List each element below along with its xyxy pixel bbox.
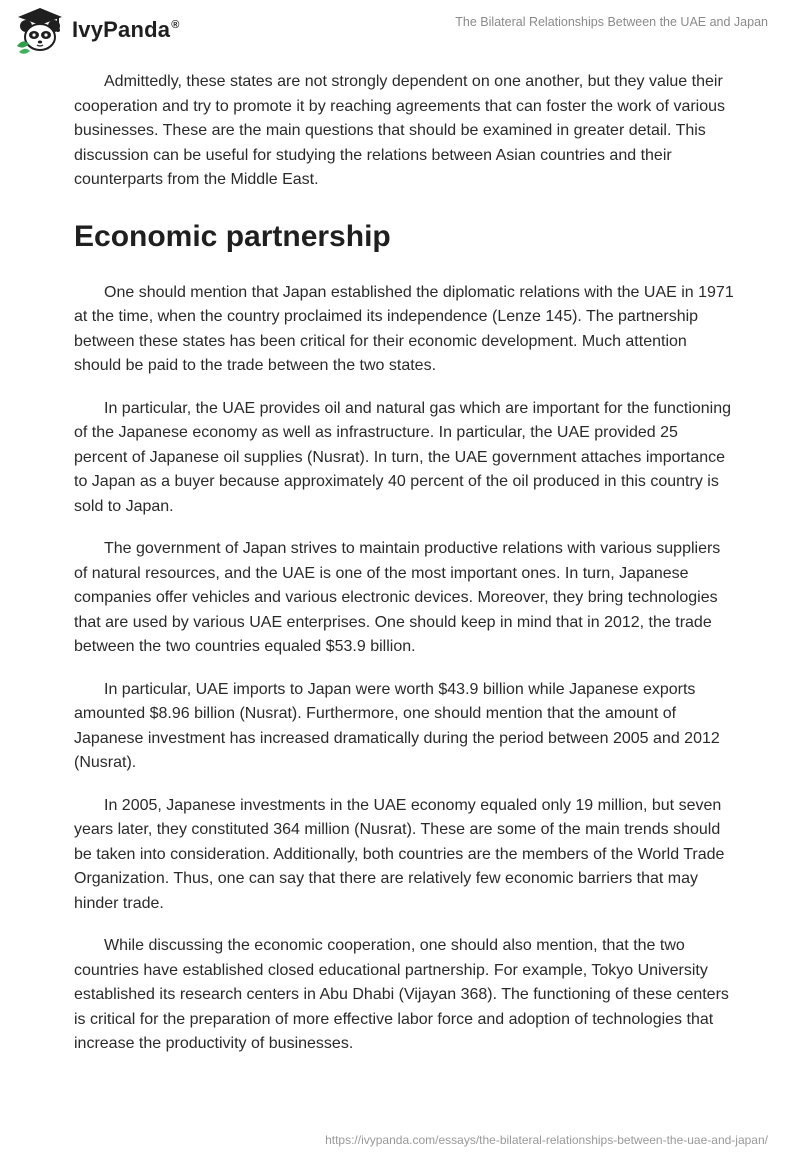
- body-paragraph: The government of Japan strives to maintain productive relations with various suppliers of natural resources, and the UAE is one of the most important ones. In turn, Japanese companies offer vehicles and various electronic devices. Moreover, they bring technologies that are used by various UAE enterprises. One should keep in mind that in 2012, the trade between the two countries equaled $53.9 billion.: [74, 540, 721, 655]
- source-url[interactable]: https://ivypanda.com/essays/the-bilateral-relationships-between-the-uae-and-japan/: [325, 1133, 768, 1147]
- page-header: [0, 0, 800, 64]
- brand-text: IvyPanda: [72, 17, 171, 42]
- intro-paragraph: Admittedly, these states are not strongly dependent on one another, but they value their cooperation and try to promote it by reaching agreements that can foster the work of various businesses. These are the main questions that should be examined in greater detail. This discussion can be useful for studying the relations between Asian countries and their counterparts from the Middle East.: [74, 73, 726, 188]
- body-paragraph: In 2005, Japanese investments in the UAE economy equaled only 19 million, but seven years later, they constituted 364 million (Nusrat). These are some of the main trends should be taken into consideration. Additionally, both countries are the members of the World Trade Organization. Thus, one can say that there are relatively few economic barriers that may hinder trade.: [74, 796, 725, 912]
- body-paragraph: While discussing the economic cooperation, one should also mention, that the two countries have established closed educational partnership. For example, Tokyo University established its research centers in Abu Dhabi (Vijayan 368). The functioning of these centers is critical for the preparation of more effective labor force and adoption of technologies that increase the productivity of businesses.: [74, 937, 729, 1052]
- section-heading: Economic partnership: [74, 219, 391, 253]
- body-paragraph: In particular, UAE imports to Japan were worth $43.9 billion while Japanese exports amounted $8.96 billion (Nusrat). Furthermore, one should mention that the amount of Japanese investment has increased dramatically during the period between 2005 and 2012 (Nusrat).: [74, 680, 720, 771]
- ivypanda-logo[interactable]: [14, 6, 180, 54]
- essay-content: [74, 70, 734, 1075]
- document-title: The Bilateral Relationships Between the UAE and Japan: [455, 15, 768, 29]
- registered-mark: ®: [171, 19, 180, 31]
- brand-name: [72, 17, 180, 43]
- body-paragraph: One should mention that Japan established the diplomatic relations with the UAE in 1971 at the time, when the country proclaimed its independence (Lenze 145). The partnership between these states has been critical for their economic development. Much attention should be paid to the trade between the two states.: [74, 283, 734, 374]
- body-paragraph: In particular, the UAE provides oil and natural gas which are important for the functioning of the Japanese economy as well as infrastructure. In particular, the UAE provided 25 percent of Japanese oil supplies (Nusrat). In turn, the UAE government attaches importance to Japan as a buyer because approximately 40 percent of the oil produced in this country is sold to Japan.: [74, 399, 732, 515]
- panda-graduate-logo-icon: [14, 6, 66, 54]
